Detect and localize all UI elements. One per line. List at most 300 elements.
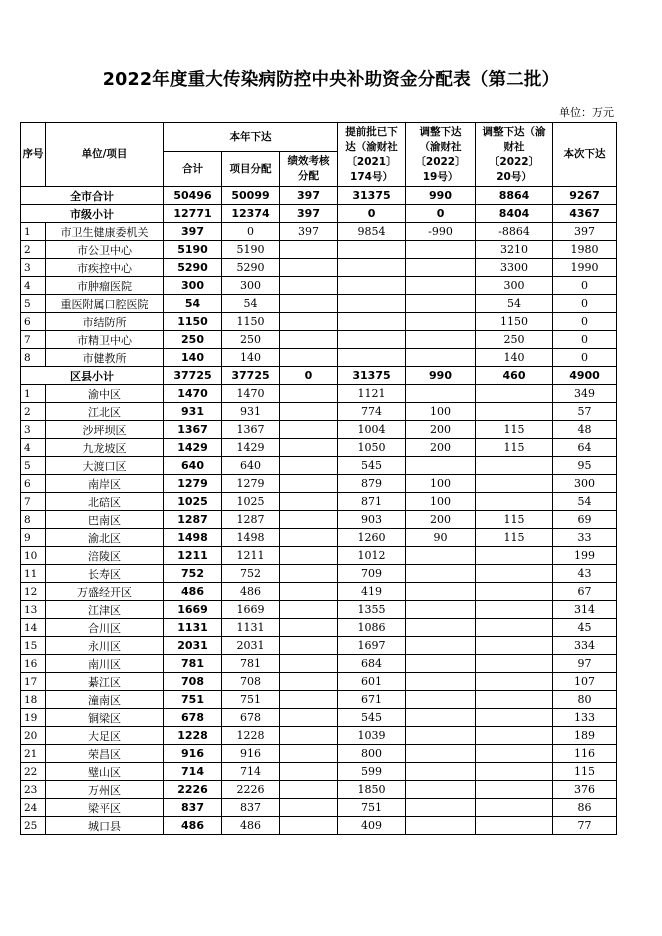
cell-perf: [280, 799, 338, 817]
cell-project: 931: [222, 403, 280, 421]
cell-seq: 2: [21, 241, 46, 259]
cell-project: 837: [222, 799, 280, 817]
cell-this: 1990: [553, 259, 617, 277]
cell-total: 916: [164, 745, 222, 763]
cell-perf: [280, 727, 338, 745]
cell-adj19: [406, 619, 476, 637]
cell-perf: [280, 781, 338, 799]
cell-this: 57: [553, 403, 617, 421]
cell-total: 2226: [164, 781, 222, 799]
cell-name: 大足区: [46, 727, 164, 745]
cell-advance: [338, 241, 406, 259]
cell-perf: [280, 241, 338, 259]
cell-adj20: -8864: [476, 223, 553, 241]
cell-adj19: 90: [406, 529, 476, 547]
cell-project: 781: [222, 655, 280, 673]
cell-advance: 751: [338, 799, 406, 817]
cell-project: 708: [222, 673, 280, 691]
table-row: [21, 493, 617, 511]
cell-this: 0: [553, 331, 617, 349]
cell-adj20: 140: [476, 349, 553, 367]
cell-total: 37725: [164, 367, 222, 385]
cell-advance: 1050: [338, 439, 406, 457]
grand-total-row: [21, 187, 617, 205]
cell-adj19: [406, 277, 476, 295]
cell-adj19: [406, 385, 476, 403]
cell-total: 397: [164, 223, 222, 241]
cell-this: 0: [553, 313, 617, 331]
cell-project: 1429: [222, 439, 280, 457]
cell-total: 1470: [164, 385, 222, 403]
header-total: 合计: [164, 152, 222, 187]
cell-name: 荣昌区: [46, 745, 164, 763]
table-row: [21, 601, 617, 619]
cell-perf: [280, 655, 338, 673]
cell-this: 107: [553, 673, 617, 691]
cell-advance: 1260: [338, 529, 406, 547]
cell-name: 九龙坡区: [46, 439, 164, 457]
cell-seq: 15: [21, 637, 46, 655]
cell-project: 1211: [222, 547, 280, 565]
cell-advance: 419: [338, 583, 406, 601]
cell-perf: [280, 295, 338, 313]
cell-advance: 903: [338, 511, 406, 529]
cell-perf: [280, 475, 338, 493]
cell-this: 43: [553, 565, 617, 583]
cell-adj19: 100: [406, 403, 476, 421]
cell-total: 5190: [164, 241, 222, 259]
cell-seq: 24: [21, 799, 46, 817]
header-seq: 序号: [21, 123, 46, 187]
header-current-year: 本年下达: [164, 123, 338, 152]
cell-perf: [280, 709, 338, 727]
cell-perf: [280, 457, 338, 475]
cell-adj20: 115: [476, 439, 553, 457]
cell-seq: 18: [21, 691, 46, 709]
cell-adj19: 990: [406, 367, 476, 385]
header-project: 项目分配: [222, 152, 280, 187]
cell-seq: 12: [21, 583, 46, 601]
cell-adj20: [476, 781, 553, 799]
table-row: [21, 313, 617, 331]
cell-total: 1367: [164, 421, 222, 439]
cell-perf: [280, 439, 338, 457]
cell-seq: 6: [21, 475, 46, 493]
cell-adj20: [476, 745, 553, 763]
cell-project: 486: [222, 817, 280, 835]
page-title: 2022年度重大传染病防控中央补助资金分配表（第二批）: [102, 70, 560, 90]
cell-adj19: [406, 745, 476, 763]
cell-adj19: [406, 673, 476, 691]
cell-advance: 1004: [338, 421, 406, 439]
cell-advance: [338, 331, 406, 349]
cell-this: 33: [553, 529, 617, 547]
cell-name: 南岸区: [46, 475, 164, 493]
cell-adj19: [406, 799, 476, 817]
cell-total: 1228: [164, 727, 222, 745]
cell-project: 1287: [222, 511, 280, 529]
cell-this: 199: [553, 547, 617, 565]
cell-seq: 1: [21, 385, 46, 403]
table-row: [21, 619, 617, 637]
cell-this: 0: [553, 277, 617, 295]
cell-advance: [338, 313, 406, 331]
cell-perf: [280, 259, 338, 277]
cell-this: 0: [553, 349, 617, 367]
cell-adj19: -990: [406, 223, 476, 241]
cell-total: 140: [164, 349, 222, 367]
cell-adj20: [476, 637, 553, 655]
cell-adj20: 8404: [476, 205, 553, 223]
table-row: [21, 385, 617, 403]
cell-adj20: [476, 655, 553, 673]
cell-this: 67: [553, 583, 617, 601]
cell-advance: 1086: [338, 619, 406, 637]
cell-total: 1429: [164, 439, 222, 457]
cell-name: 璧山区: [46, 763, 164, 781]
cell-seq: 8: [21, 349, 46, 367]
cell-adj19: [406, 781, 476, 799]
table-row: [21, 529, 617, 547]
cell-this: 86: [553, 799, 617, 817]
cell-perf: [280, 331, 338, 349]
cell-adj20: 250: [476, 331, 553, 349]
cell-adj19: [406, 313, 476, 331]
cell-perf: [280, 511, 338, 529]
allocation-table: [20, 122, 617, 835]
cell-adj20: [476, 565, 553, 583]
cell-adj19: 200: [406, 421, 476, 439]
table-row: [21, 241, 617, 259]
cell-adj20: 300: [476, 277, 553, 295]
cell-perf: [280, 547, 338, 565]
cell-adj19: [406, 457, 476, 475]
cell-total: 250: [164, 331, 222, 349]
cell-adj20: 8864: [476, 187, 553, 205]
cell-project: 1150: [222, 313, 280, 331]
cell-name: 市精卫中心: [46, 331, 164, 349]
table-row: [21, 421, 617, 439]
cell-this: 95: [553, 457, 617, 475]
cell-total: 486: [164, 583, 222, 601]
cell-this: 115: [553, 763, 617, 781]
cell-advance: 684: [338, 655, 406, 673]
cell-adj19: [406, 763, 476, 781]
cell-seq: 6: [21, 313, 46, 331]
cell-perf: [280, 691, 338, 709]
cell-name: 南川区: [46, 655, 164, 673]
table-row: [21, 223, 617, 241]
cell-this: 4367: [553, 205, 617, 223]
cell-adj19: [406, 547, 476, 565]
cell-project: 751: [222, 691, 280, 709]
cell-seq: 13: [21, 601, 46, 619]
cell-project: 714: [222, 763, 280, 781]
cell-name: 永川区: [46, 637, 164, 655]
cell-project: 50099: [222, 187, 280, 205]
cell-adj20: 3300: [476, 259, 553, 277]
cell-project: 1228: [222, 727, 280, 745]
cell-advance: 1697: [338, 637, 406, 655]
cell-advance: [338, 277, 406, 295]
table-row: [21, 295, 617, 313]
cell-name: 城口县: [46, 817, 164, 835]
cell-perf: [280, 583, 338, 601]
cell-adj19: 100: [406, 493, 476, 511]
cell-total: 486: [164, 817, 222, 835]
cell-seq: 25: [21, 817, 46, 835]
table-row: [21, 439, 617, 457]
cell-adj20: [476, 763, 553, 781]
cell-this: 97: [553, 655, 617, 673]
header-adjust-20: 调整下达（渝财社〔2022〕20号）: [476, 123, 553, 187]
cell-perf: [280, 601, 338, 619]
cell-total: 12771: [164, 205, 222, 223]
table-row: [21, 799, 617, 817]
cell-seq: 23: [21, 781, 46, 799]
cell-project: 12374: [222, 205, 280, 223]
cell-name: 潼南区: [46, 691, 164, 709]
cell-advance: 545: [338, 709, 406, 727]
cell-project: 640: [222, 457, 280, 475]
cell-advance: 871: [338, 493, 406, 511]
cell-seq: 16: [21, 655, 46, 673]
cell-name: 市公卫中心: [46, 241, 164, 259]
cell-project: 486: [222, 583, 280, 601]
cell-this: 1980: [553, 241, 617, 259]
cell-name: 市卫生健康委机关: [46, 223, 164, 241]
cell-name: 江津区: [46, 601, 164, 619]
cell-perf: [280, 637, 338, 655]
cell-adj20: [476, 385, 553, 403]
cell-seq: 7: [21, 493, 46, 511]
header-advance: 提前批已下达（渝财社〔2021〕174号）: [338, 123, 406, 187]
cell-perf: [280, 403, 338, 421]
cell-adj19: [406, 565, 476, 583]
table-row: [21, 259, 617, 277]
cell-advance: 774: [338, 403, 406, 421]
cell-seq: 11: [21, 565, 46, 583]
cell-name: 合川区: [46, 619, 164, 637]
cell-total: 1498: [164, 529, 222, 547]
cell-project: 678: [222, 709, 280, 727]
cell-adj20: [476, 691, 553, 709]
cell-seq: 14: [21, 619, 46, 637]
cell-this: 334: [553, 637, 617, 655]
cell-this: 9267: [553, 187, 617, 205]
cell-name: 铜梁区: [46, 709, 164, 727]
cell-perf: 397: [280, 223, 338, 241]
cell-adj20: [476, 493, 553, 511]
cell-total: 2031: [164, 637, 222, 655]
cell-this: 48: [553, 421, 617, 439]
cell-seq: 5: [21, 457, 46, 475]
table-row: [21, 673, 617, 691]
table-row: [21, 511, 617, 529]
cell-this: 0: [553, 295, 617, 313]
cell-name: 沙坪坝区: [46, 421, 164, 439]
table-row: [21, 583, 617, 601]
table-row: [21, 637, 617, 655]
cell-perf: [280, 745, 338, 763]
cell-project: 1025: [222, 493, 280, 511]
cell-advance: 1850: [338, 781, 406, 799]
cell-project: 5290: [222, 259, 280, 277]
cell-adj20: [476, 601, 553, 619]
cell-project: 300: [222, 277, 280, 295]
cell-adj20: [476, 817, 553, 835]
cell-project: 54: [222, 295, 280, 313]
cell-total: 1131: [164, 619, 222, 637]
cell-adj20: [476, 727, 553, 745]
city-subtotal-row: [21, 205, 617, 223]
cell-advance: 9854: [338, 223, 406, 241]
cell-adj20: 1150: [476, 313, 553, 331]
cell-this: 64: [553, 439, 617, 457]
table-row: [21, 691, 617, 709]
table-row: [21, 817, 617, 835]
cell-total: 752: [164, 565, 222, 583]
cell-name: 北碚区: [46, 493, 164, 511]
cell-adj19: [406, 331, 476, 349]
table-row: [21, 475, 617, 493]
cell-advance: 599: [338, 763, 406, 781]
cell-total: 1025: [164, 493, 222, 511]
table-row: [21, 763, 617, 781]
table-row: [21, 727, 617, 745]
cell-project: 1498: [222, 529, 280, 547]
cell-name: 綦江区: [46, 673, 164, 691]
cell-this: 189: [553, 727, 617, 745]
cell-total: 1669: [164, 601, 222, 619]
cell-adj19: [406, 691, 476, 709]
unit-label: 单位：万元: [559, 106, 614, 119]
cell-total: 640: [164, 457, 222, 475]
cell-adj19: [406, 295, 476, 313]
cell-adj20: [476, 799, 553, 817]
cell-adj19: [406, 655, 476, 673]
cell-advance: 601: [338, 673, 406, 691]
row-label: 全市合计: [21, 187, 164, 205]
cell-adj19: 200: [406, 511, 476, 529]
cell-project: 1367: [222, 421, 280, 439]
header-adjust-19: 调整下达（渝财社〔2022〕19号）: [406, 123, 476, 187]
cell-adj19: [406, 601, 476, 619]
header-performance: 绩效考核分配: [280, 152, 338, 187]
cell-perf: [280, 565, 338, 583]
cell-adj20: 115: [476, 421, 553, 439]
cell-adj20: 54: [476, 295, 553, 313]
cell-adj19: [406, 349, 476, 367]
cell-name: 万盛经开区: [46, 583, 164, 601]
cell-total: 1211: [164, 547, 222, 565]
cell-perf: [280, 529, 338, 547]
cell-project: 5190: [222, 241, 280, 259]
cell-advance: 31375: [338, 187, 406, 205]
cell-project: 2031: [222, 637, 280, 655]
cell-seq: 3: [21, 259, 46, 277]
cell-advance: 31375: [338, 367, 406, 385]
cell-total: 751: [164, 691, 222, 709]
cell-seq: 17: [21, 673, 46, 691]
cell-perf: [280, 313, 338, 331]
cell-this: 376: [553, 781, 617, 799]
cell-adj19: [406, 259, 476, 277]
cell-adj19: 990: [406, 187, 476, 205]
cell-total: 931: [164, 403, 222, 421]
cell-advance: [338, 295, 406, 313]
district-subtotal-row: [21, 367, 617, 385]
table-row: [21, 565, 617, 583]
cell-total: 1279: [164, 475, 222, 493]
cell-advance: 800: [338, 745, 406, 763]
cell-perf: 397: [280, 187, 338, 205]
cell-perf: [280, 673, 338, 691]
cell-name: 市健教所: [46, 349, 164, 367]
cell-adj20: 460: [476, 367, 553, 385]
cell-this: 397: [553, 223, 617, 241]
cell-total: 1287: [164, 511, 222, 529]
cell-advance: 1012: [338, 547, 406, 565]
table-row: [21, 349, 617, 367]
row-label: 市级小计: [21, 205, 164, 223]
cell-seq: 2: [21, 403, 46, 421]
cell-seq: 9: [21, 529, 46, 547]
table-row: [21, 457, 617, 475]
cell-this: 314: [553, 601, 617, 619]
cell-advance: 545: [338, 457, 406, 475]
cell-seq: 22: [21, 763, 46, 781]
cell-adj19: 200: [406, 439, 476, 457]
cell-name: 渝北区: [46, 529, 164, 547]
cell-perf: [280, 493, 338, 511]
cell-total: 54: [164, 295, 222, 313]
cell-project: 140: [222, 349, 280, 367]
cell-this: 54: [553, 493, 617, 511]
table-row: [21, 331, 617, 349]
cell-perf: [280, 277, 338, 295]
cell-this: 133: [553, 709, 617, 727]
cell-adj19: [406, 583, 476, 601]
cell-adj20: [476, 583, 553, 601]
cell-perf: [280, 619, 338, 637]
row-label: 区县小计: [21, 367, 164, 385]
cell-total: 1150: [164, 313, 222, 331]
cell-adj20: [476, 673, 553, 691]
cell-this: 80: [553, 691, 617, 709]
cell-advance: 1355: [338, 601, 406, 619]
table-row: [21, 403, 617, 421]
cell-name: 大渡口区: [46, 457, 164, 475]
cell-adj19: 0: [406, 205, 476, 223]
cell-total: 708: [164, 673, 222, 691]
cell-total: 50496: [164, 187, 222, 205]
cell-adj20: [476, 619, 553, 637]
cell-name: 重医附属口腔医院: [46, 295, 164, 313]
cell-adj20: [476, 547, 553, 565]
cell-seq: 8: [21, 511, 46, 529]
cell-seq: 4: [21, 439, 46, 457]
cell-total: 714: [164, 763, 222, 781]
table-row: [21, 655, 617, 673]
cell-total: 837: [164, 799, 222, 817]
cell-adj20: [476, 457, 553, 475]
cell-name: 万州区: [46, 781, 164, 799]
cell-seq: 20: [21, 727, 46, 745]
cell-adj19: [406, 241, 476, 259]
table-body: [21, 187, 617, 835]
cell-name: 梁平区: [46, 799, 164, 817]
